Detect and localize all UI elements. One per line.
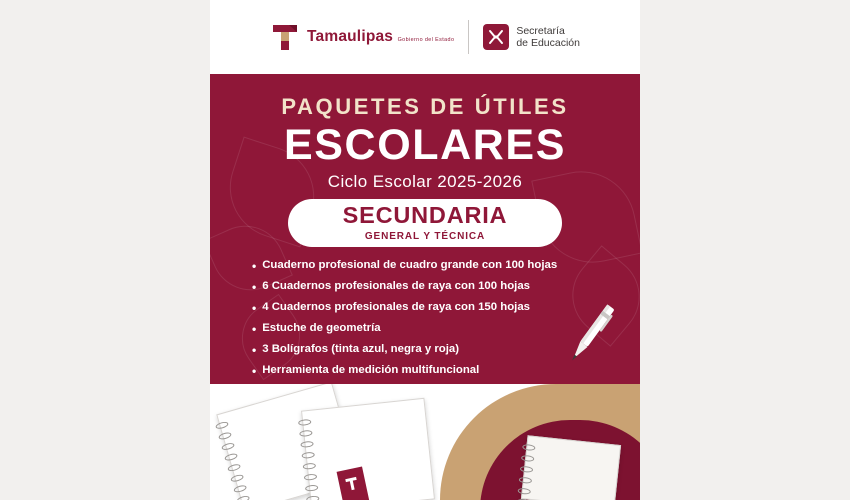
secretaria-line2: de Educación: [516, 37, 580, 49]
bullet-icon: •: [252, 322, 257, 336]
level-badge-subtitle: GENERAL Y TÉCNICA: [364, 230, 486, 242]
list-item-label: Herramienta de medición multifuncional: [262, 364, 480, 376]
pen-icon: [550, 296, 630, 374]
list-item-label: 4 Cuadernos profesionales de raya con 150 hojas: [262, 301, 530, 313]
right-gutter: [640, 0, 850, 500]
secretaria-line1: Secretaría: [516, 24, 565, 37]
bullet-icon: •: [252, 280, 257, 294]
tamaulipas-subtitle: Gobierno del Estado: [397, 37, 455, 43]
tamaulipas-logo-text: [307, 29, 454, 45]
level-badge-title: SECUNDARIA: [342, 202, 508, 229]
poster-header: [210, 0, 640, 74]
tamaulipas-state-mark-icon: [344, 476, 360, 492]
title-line-3: Ciclo Escolar 2025-2026: [327, 172, 523, 191]
list-item-label: 3 Bolígrafos (tinta azul, negra y roja): [262, 343, 460, 355]
notebook-illustration: [301, 398, 435, 500]
left-gutter: [0, 0, 210, 500]
secretaria-educacion-logo: [483, 24, 580, 50]
list-item-label: Estuche de geometría: [262, 322, 381, 334]
bullet-icon: •: [252, 343, 257, 357]
bullet-icon: •: [252, 301, 257, 315]
logo-divider: [468, 20, 469, 54]
secretaria-educacion-text: [516, 25, 580, 49]
secretaria-educacion-mark-icon: [483, 24, 509, 50]
tamaulipas-logo: [270, 21, 454, 53]
poster-title-block: [210, 94, 640, 192]
tamaulipas-state-mark-icon: [270, 21, 300, 53]
bullet-icon: •: [252, 364, 257, 378]
spiral-binding-icon: [215, 421, 250, 500]
list-item: [252, 260, 612, 272]
bullet-icon: •: [252, 259, 257, 273]
title-line-2: ESCOLARES: [284, 121, 566, 169]
notebook-brand-tab: [337, 466, 371, 500]
poster: [210, 0, 640, 500]
list-item-label: Cuaderno profesional de cuadro grande con 100 hojas: [262, 259, 558, 271]
list-item-label: 6 Cuadernos profesionales de raya con 100 hojas: [262, 280, 530, 292]
poster-body: [210, 74, 640, 384]
list-item: [252, 281, 612, 293]
level-badge: [288, 199, 562, 247]
title-line-1: PAQUETES DE ÚTILES: [281, 94, 569, 119]
tamaulipas-title: Tamaulipas: [307, 28, 394, 45]
poster-footer-illustration: [210, 384, 640, 500]
notebook-illustration: [521, 435, 621, 500]
